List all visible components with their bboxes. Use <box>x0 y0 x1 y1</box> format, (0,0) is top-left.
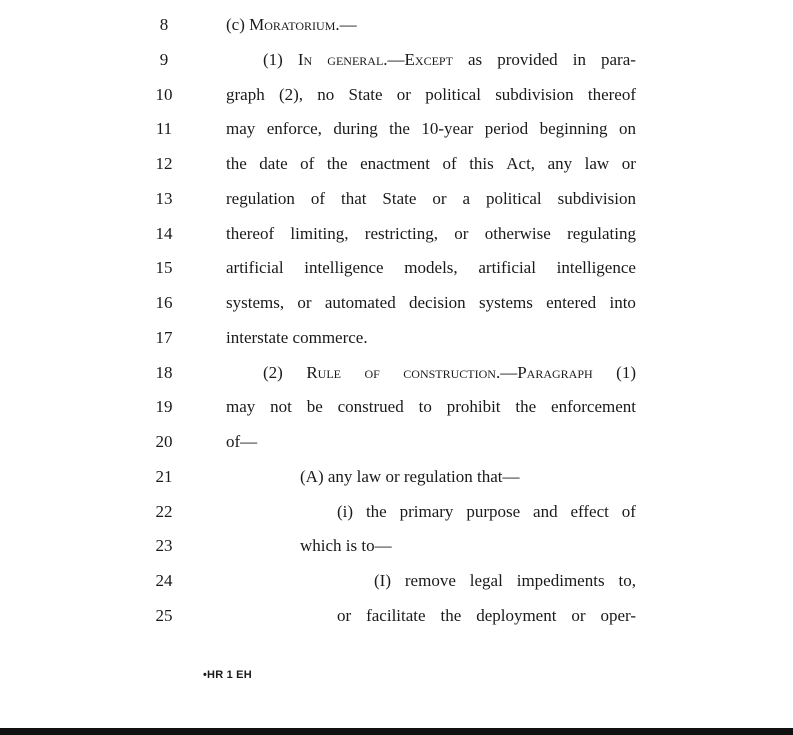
word: 10-year <box>421 119 474 139</box>
line-number: 18 <box>155 362 173 382</box>
line-number: 15 <box>155 258 173 278</box>
line-text: which is to— <box>300 536 392 556</box>
word: may <box>226 119 256 139</box>
word: entered <box>546 293 597 312</box>
line-text: (A) any law or regulation that— <box>300 466 520 486</box>
word: and <box>533 501 558 521</box>
text-line <box>0 222 793 257</box>
word: or <box>571 605 586 625</box>
line-number: 22 <box>155 501 173 521</box>
word: limiting, <box>290 223 349 243</box>
line-number: 24 <box>155 571 173 590</box>
word: para- <box>601 49 636 69</box>
word: the <box>440 605 462 625</box>
text-line <box>0 13 793 48</box>
word: into <box>609 293 636 312</box>
word: beginning <box>539 119 608 139</box>
line-text <box>226 291 636 315</box>
word: date <box>259 154 288 173</box>
word: enforce, <box>266 119 322 139</box>
line-number: 11 <box>155 119 173 139</box>
text-line <box>0 534 793 569</box>
word: of <box>442 154 457 173</box>
word: the <box>365 501 387 521</box>
word: construction.—Paragraph <box>403 362 593 382</box>
word: Rule <box>306 362 341 382</box>
word: prohibit <box>446 397 501 417</box>
line-text <box>226 395 636 419</box>
word: Act, <box>506 154 536 173</box>
word: the <box>389 119 410 139</box>
text-line <box>0 604 793 639</box>
line-text <box>337 604 636 628</box>
bottom-bar <box>0 728 793 735</box>
word: provided <box>497 49 558 69</box>
word: State <box>382 188 417 208</box>
text-line <box>0 395 793 430</box>
word: in <box>572 49 586 69</box>
line-number: 10 <box>155 84 173 104</box>
line-number: 14 <box>155 223 173 243</box>
word: systems <box>478 293 533 312</box>
text-line <box>0 83 793 118</box>
word: that <box>340 188 367 208</box>
word: thereof <box>587 84 636 104</box>
text-line <box>0 569 793 604</box>
word: to, <box>618 571 636 590</box>
word: enactment <box>360 154 430 173</box>
word: to <box>418 397 432 417</box>
word: decision <box>409 293 466 312</box>
word: State <box>348 84 383 104</box>
word: thereof <box>226 223 275 243</box>
word: (1) <box>263 49 283 69</box>
text-line <box>0 256 793 291</box>
word: or <box>432 188 447 208</box>
word: of <box>364 362 380 382</box>
word: graph <box>226 84 265 104</box>
word: a <box>462 188 470 208</box>
text-line <box>0 152 793 187</box>
word: the <box>515 397 537 417</box>
word: regulation <box>226 188 295 208</box>
word: the <box>326 154 348 173</box>
word: on <box>618 119 636 139</box>
line-text <box>226 83 636 107</box>
word: or <box>297 293 312 312</box>
word: or <box>454 223 469 243</box>
line-number: 17 <box>155 327 173 347</box>
text-line <box>0 326 793 361</box>
word: not <box>270 397 292 417</box>
text-segment: .— <box>335 15 357 34</box>
text-line <box>0 500 793 535</box>
word: may <box>226 397 256 417</box>
line-text <box>226 187 636 211</box>
word: oper- <box>600 605 636 625</box>
text-line <box>0 117 793 152</box>
word: legal <box>469 571 503 590</box>
line-number: 9 <box>159 49 169 69</box>
word: regulating <box>567 223 636 243</box>
word: be <box>306 397 323 417</box>
word: (i) <box>337 501 354 521</box>
word: subdivision <box>557 188 636 208</box>
line-text <box>337 500 636 524</box>
line-text <box>226 222 636 246</box>
line-number: 20 <box>155 432 173 451</box>
word: intelligence <box>556 258 636 278</box>
text-line <box>0 361 793 396</box>
line-number: 16 <box>155 293 173 312</box>
word: (2), <box>278 84 304 104</box>
word: construed <box>337 397 404 417</box>
word: of <box>621 501 636 521</box>
word: (2) <box>263 362 283 382</box>
line-number: 23 <box>155 536 173 556</box>
text-segment: Moratorium <box>249 15 336 34</box>
word: otherwise <box>484 223 551 243</box>
word: (I) <box>374 571 391 590</box>
line-number: 25 <box>155 605 173 625</box>
line-text <box>226 256 636 280</box>
word: no <box>317 84 335 104</box>
line-number: 21 <box>155 466 173 486</box>
line-text <box>374 569 636 593</box>
word: any <box>547 154 573 173</box>
word: effect <box>570 501 609 521</box>
bill-identifier-footer: •HR 1 EH <box>203 669 252 681</box>
text-line <box>0 187 793 222</box>
word: political <box>485 188 542 208</box>
word: impediments <box>516 571 605 590</box>
word: purpose <box>466 501 521 521</box>
word: primary <box>399 501 454 521</box>
text-segment: (c) <box>226 15 250 34</box>
word: the <box>226 154 247 173</box>
word: artificial <box>226 258 284 278</box>
word: remove <box>404 571 456 590</box>
line-text <box>226 152 636 176</box>
word: artificial <box>478 258 536 278</box>
line-text: interstate commerce. <box>226 327 368 347</box>
text-line <box>0 430 793 465</box>
word: In <box>297 49 313 69</box>
line-number: 13 <box>155 188 173 208</box>
line-text: of— <box>226 432 258 451</box>
line-text <box>263 361 636 385</box>
word: of <box>310 188 326 208</box>
word: this <box>469 154 494 173</box>
word: subdivision <box>495 84 574 104</box>
word: general.—Except <box>327 49 453 69</box>
word: or <box>337 605 352 625</box>
word: as <box>467 49 483 69</box>
word: intelligence <box>304 258 384 278</box>
word: during <box>333 119 378 139</box>
word: facilitate <box>366 605 426 625</box>
word: political <box>425 84 481 104</box>
line-number: 8 <box>159 15 169 34</box>
line-text <box>226 117 636 141</box>
text-line <box>0 48 793 83</box>
word: deployment <box>476 605 557 625</box>
word: or <box>621 154 636 173</box>
line-text <box>226 13 357 37</box>
word: automated <box>324 293 396 312</box>
word: (1) <box>616 362 636 382</box>
word: law <box>584 154 610 173</box>
word: systems, <box>226 293 285 312</box>
word: period <box>484 119 529 139</box>
text-line <box>0 465 793 500</box>
word: of <box>300 154 315 173</box>
line-number: 19 <box>155 397 173 417</box>
line-number: 12 <box>155 154 173 173</box>
word: or <box>396 84 411 104</box>
word: models, <box>404 258 458 278</box>
word: enforcement <box>551 397 636 417</box>
text-line <box>0 291 793 326</box>
line-text <box>263 48 636 72</box>
word: restricting, <box>364 223 438 243</box>
